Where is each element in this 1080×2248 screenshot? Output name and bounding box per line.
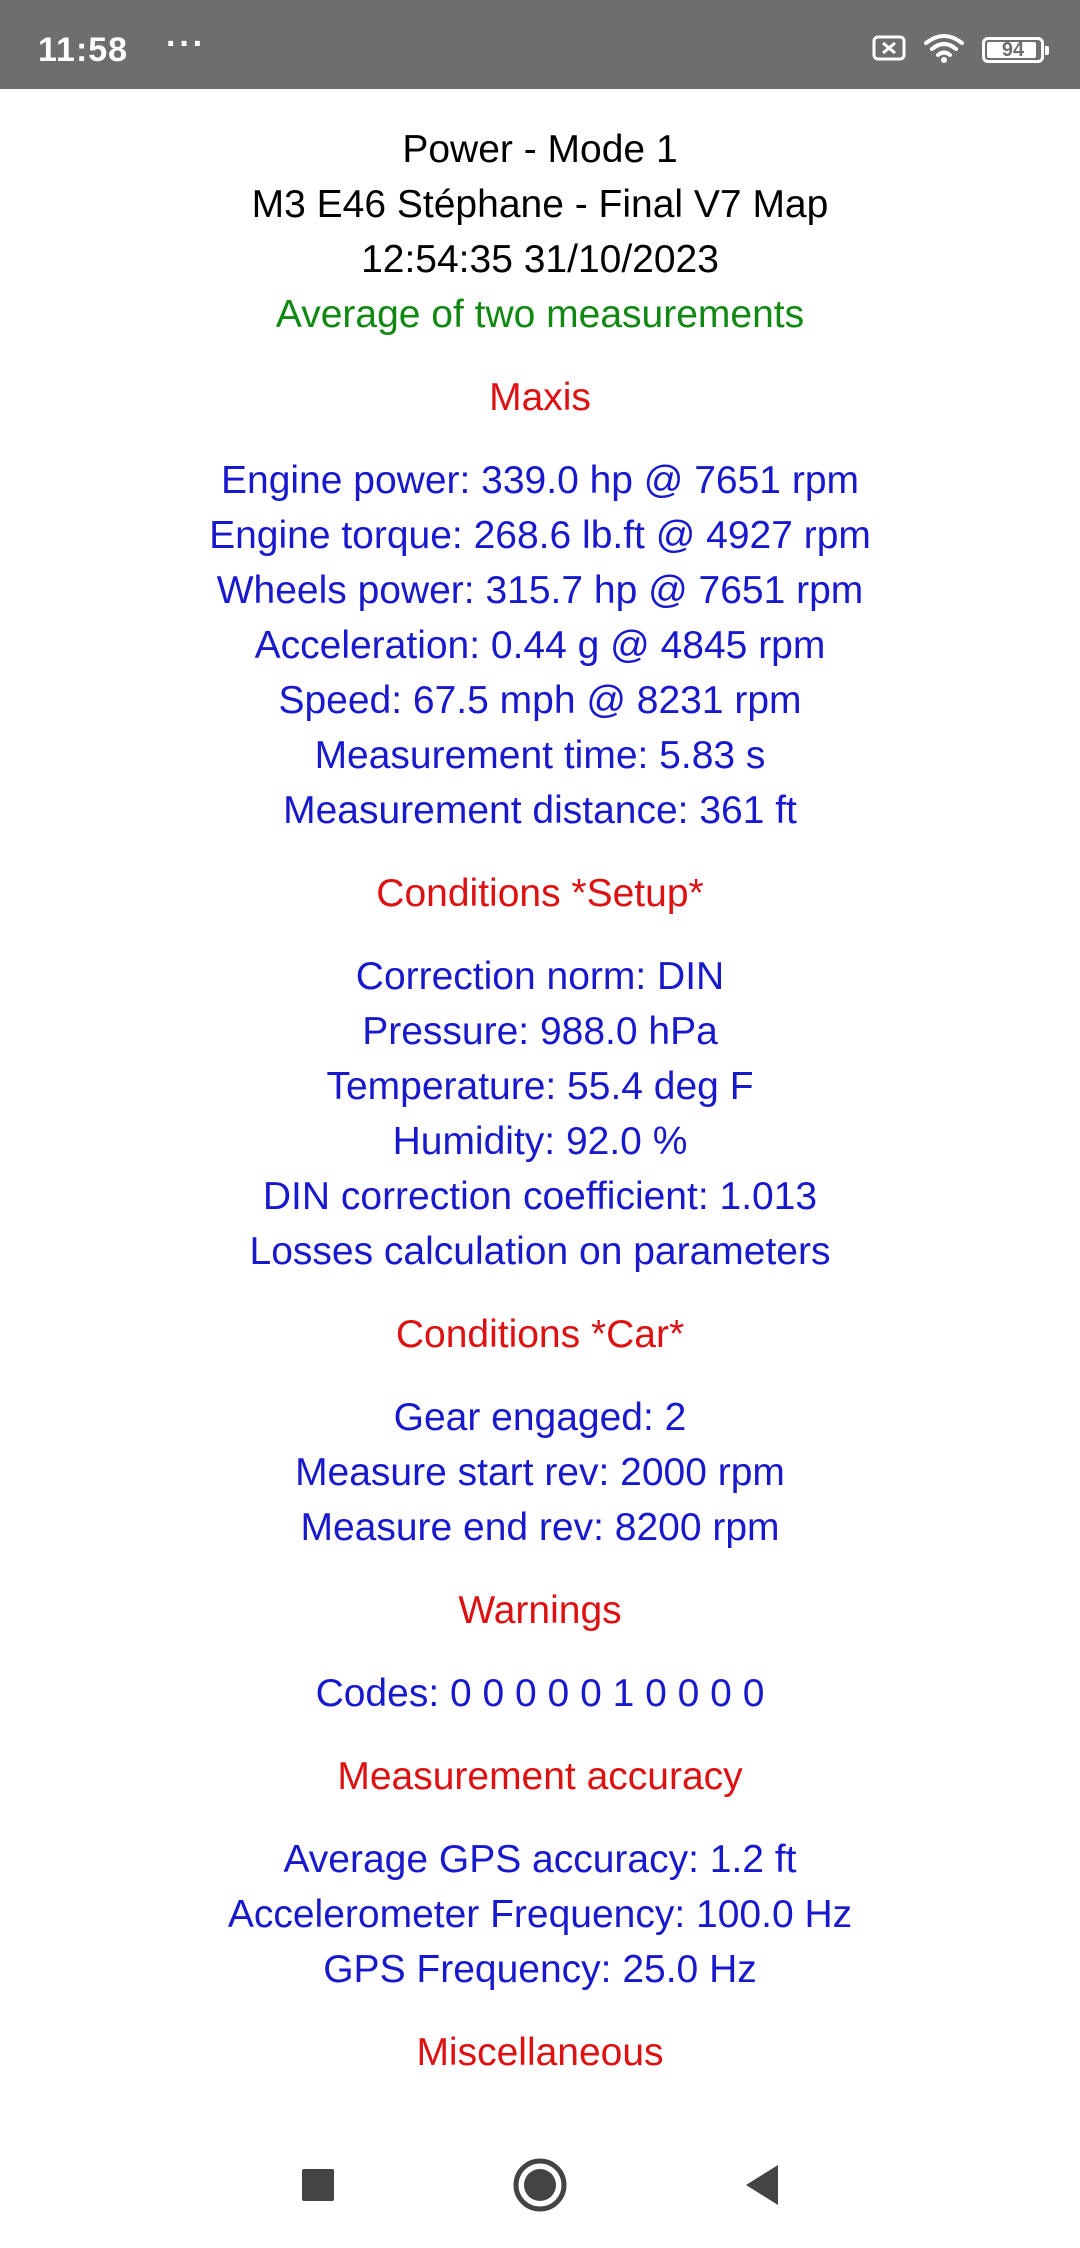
status-bar [0, 0, 1080, 89]
section-title: Maxis [489, 376, 591, 419]
navigation-bar [0, 2119, 1080, 2248]
setup-temperature: Temperature: 55.4 deg F [326, 1065, 754, 1108]
section-title: Conditions *Car* [395, 1313, 685, 1356]
section-maxis [0, 370, 1080, 838]
setup-humidity: Humidity: 92.0 % [392, 1120, 688, 1163]
section-lines [0, 1390, 1080, 1555]
wifi-icon [924, 33, 964, 68]
car-end-rev: Measure end rev: 8200 rpm [300, 1506, 780, 1549]
accuracy-gps-frequency: GPS Frequency: 25.0 Hz [323, 1948, 757, 1991]
section-warnings [0, 1583, 1080, 1721]
section-lines [0, 1832, 1080, 1997]
no-sim-icon [872, 35, 906, 66]
maxis-measurement-distance: Measurement distance: 361 ft [283, 789, 797, 832]
recents-square-icon[interactable] [288, 2155, 348, 2215]
section-title: Warnings [458, 1589, 622, 1632]
section-title: Miscellaneous [416, 2031, 664, 2074]
home-circle-icon[interactable] [510, 2155, 570, 2215]
warning-codes: Codes: 0 0 0 0 0 1 0 0 0 0 [315, 1672, 765, 1715]
maxis-engine-power: Engine power: 339.0 hp @ 7651 rpm [221, 459, 859, 502]
maxis-speed: Speed: 67.5 mph @ 8231 rpm [278, 679, 802, 722]
maxis-measurement-time: Measurement time: 5.83 s [314, 734, 766, 777]
report-title: Power - Mode 1 [402, 128, 678, 171]
report-subtitle: M3 E46 Stéphane - Final V7 Map [251, 183, 829, 226]
section-setup [0, 866, 1080, 1279]
section-lines [0, 1666, 1080, 1721]
report-timestamp: 12:54:35 31/10/2023 [361, 238, 719, 281]
section-misc [0, 2025, 1080, 2080]
maxis-wheels-power: Wheels power: 315.7 hp @ 7651 rpm [216, 569, 864, 612]
section-car [0, 1307, 1080, 1555]
battery-icon [982, 37, 1044, 63]
report-note: Average of two measurements [275, 293, 805, 336]
back-triangle-icon[interactable] [732, 2155, 792, 2215]
section-title: Measurement accuracy [337, 1755, 743, 1798]
section-lines [0, 453, 1080, 838]
car-gear-engaged: Gear engaged: 2 [393, 1396, 687, 1439]
status-icons [872, 30, 1044, 70]
battery-tip [1045, 46, 1049, 55]
battery-level: 94 [1001, 39, 1025, 61]
results-content[interactable] [0, 89, 1080, 2119]
maxis-engine-torque: Engine torque: 268.6 lb.ft @ 4927 rpm [209, 514, 871, 557]
section-title: Conditions *Setup* [376, 872, 704, 915]
maxis-acceleration: Acceleration: 0.44 g @ 4845 rpm [254, 624, 826, 667]
section-accuracy [0, 1749, 1080, 1997]
car-start-rev: Measure start rev: 2000 rpm [295, 1451, 785, 1494]
more-notifications-icon: ··· [166, 25, 206, 63]
status-time: 11:58 [38, 31, 129, 69]
setup-correction-norm: Correction norm: DIN [355, 955, 725, 998]
setup-losses-calculation: Losses calculation on parameters [249, 1230, 831, 1273]
setup-din-coefficient: DIN correction coefficient: 1.013 [262, 1175, 818, 1218]
report-header [0, 89, 1080, 342]
accuracy-gps: Average GPS accuracy: 1.2 ft [283, 1838, 797, 1881]
setup-pressure: Pressure: 988.0 hPa [362, 1010, 718, 1053]
section-lines [0, 949, 1080, 1279]
accuracy-accelerometer-frequency: Accelerometer Frequency: 100.0 Hz [227, 1893, 853, 1936]
